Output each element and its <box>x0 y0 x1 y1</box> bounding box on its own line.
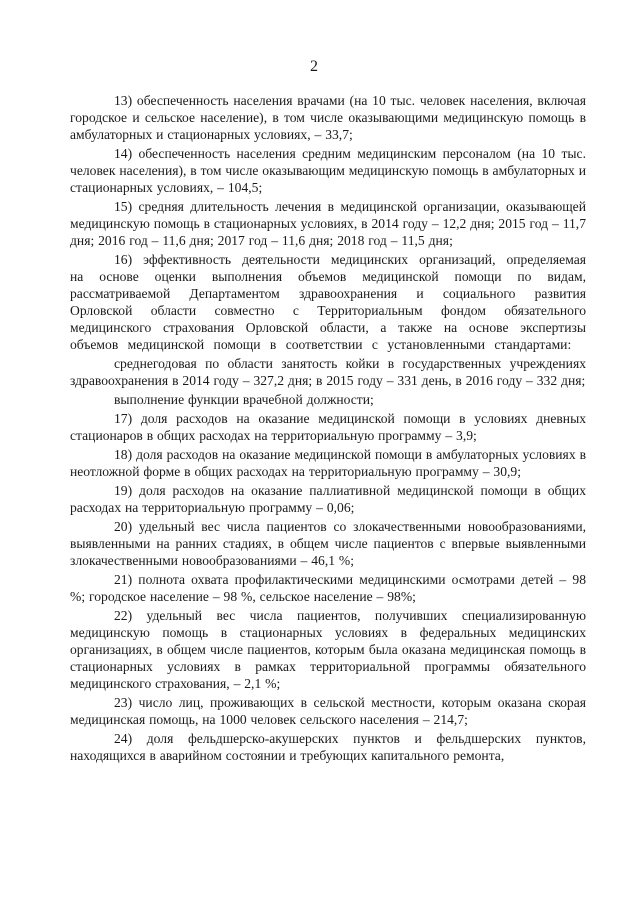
paragraph-item-17: 17) доля расходов на оказание медицинской помощи в условиях дневных стационаров в общих расходах на территориальную программу – 3,9; <box>70 411 586 443</box>
paragraph-item-16: 16) эффективность деятельности медицинских организаций, определяемая на основе оценки выполнения объемов медицинской помощи по видам, рассматриваемой Департаментом здравоохранения и социального развития Орловской области совместно с Территориальным фондом обязательного медицинского страхования Орловской области, а также на основе экспертизы объемов медицинской помощи в соответствии с установленными стандартами: <box>70 252 586 352</box>
paragraph-item-18: 18) доля расходов на оказание медицинской помощи в амбулаторных условиях в неотложной форме в общих расходах на территориальную программу – 30,9; <box>70 447 586 479</box>
paragraph-physician-function: выполнение функции врачебной должности; <box>114 392 374 407</box>
paragraph-item-19: 19) доля расходов на оказание паллиативной медицинской помощи в общих расходах на территориальную программу – 0,06; <box>70 483 586 515</box>
paragraph-item-22: 22) удельный вес числа пациентов, получивших специализированную медицинскую помощь в стационарных условиях в федеральных медицинских организациях, в общем числе пациентов, которым была оказана медицинская помощь в стационарных условиях в рамках территориальной программы обязательного медицинского страхования, – 2,1 %; <box>70 608 586 691</box>
paragraph-item-23: 23) число лиц, проживающих в сельской местности, которым оказана скорая медицинская помощь, на 1000 человек сельского населения – 214,7; <box>70 695 586 727</box>
paragraph-item-13: 13) обеспеченность населения врачами (на 10 тыс. человек населения, включая городское и сельское население), в том числе оказывающими медицинскую помощь в амбулаторных и стационарных условиях, – 33,7; <box>70 93 586 142</box>
paragraph-item-20: 20) удельный вес числа пациентов со злокачественными новообразованиями, выявленными на ранних стадиях, в общем числе пациентов с впервые выявленными злокачественными новообразованиями – 46,1 %; <box>70 519 586 568</box>
document-body <box>70 92 586 766</box>
paragraph-item-14: 14) обеспеченность населения средним медицинским персоналом (на 10 тыс. человек населения), в том числе оказывающим медицинскую помощь в амбулаторных и стационарных условиях, – 104,5; <box>70 146 586 195</box>
paragraph-bed-occupancy: среднегодовая по области занятость койки в государственных учреждениях здравоохранения в 2014 году – 327,2 дня; в 2015 году – 331 день, в 2016 году – 332 дня; <box>70 356 586 388</box>
page-number: 2 <box>310 58 318 75</box>
paragraph-item-24: 24) доля фельдшерско-акушерских пунктов и фельдшерских пунктов, находящихся в аварийном состоянии и требующих капитального ремонта, <box>70 731 586 763</box>
paragraph-item-21: 21) полнота охвата профилактическими медицинскими осмотрами детей – 98 %; городское население – 98 %, сельское население – 98%; <box>70 572 586 604</box>
paragraph-item-15: 15) средняя длительность лечения в медицинской организации, оказывающей медицинскую помощь в стационарных условиях, в 2014 году – 12,2 дня; 2015 год – 11,7 дня; 2016 год – 11,6 дня; 2017 год – 11,6 дня; 2018 год – 11,5 дня; <box>70 199 586 248</box>
